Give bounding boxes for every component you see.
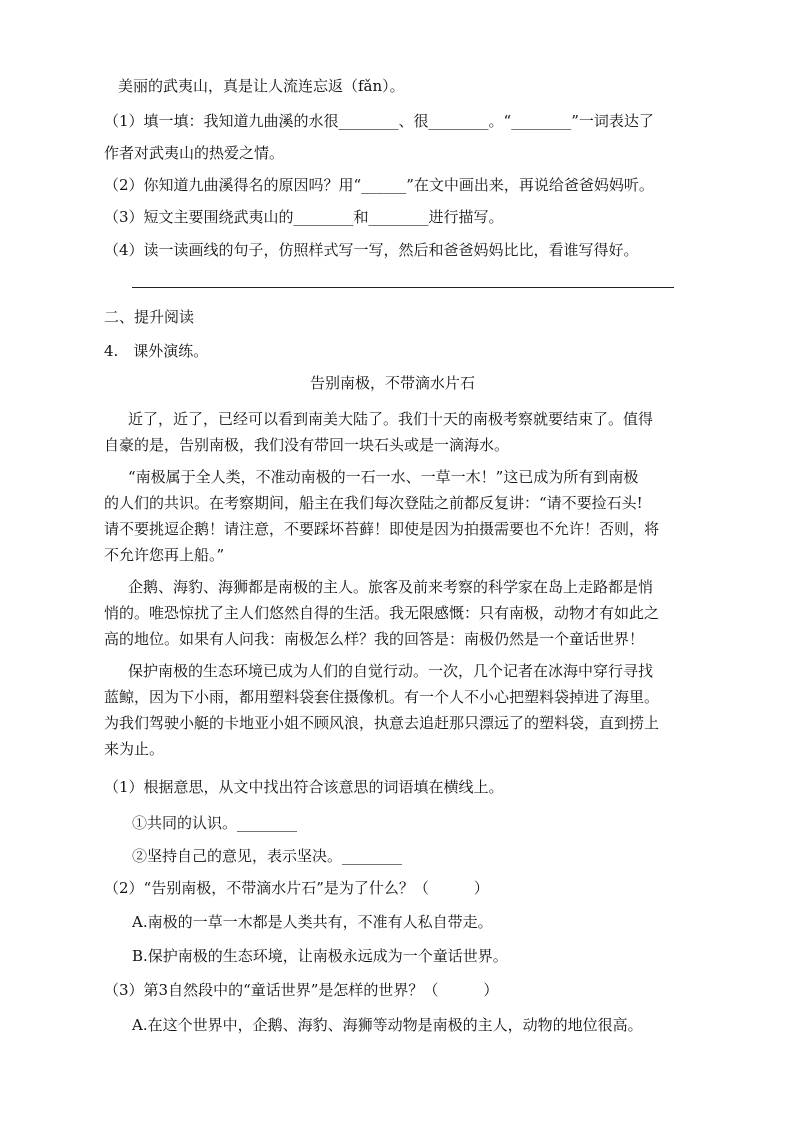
question-number-4: 4. 课外演练。 bbox=[104, 342, 209, 360]
subquestion-3: （3）第3自然段中的“童话世界”是怎样的世界？（ ） bbox=[104, 981, 499, 999]
question-4: （4）读一读画线的句子，仿照样式写一写，然后和爸爸妈妈比比，看谁写得好。 bbox=[104, 241, 639, 259]
subquestion-2: （2）“告别南极，不带滴水片石”是为了什么？（ ） bbox=[104, 879, 489, 897]
subquestion-1-item-b: ②坚持自己的意见，表示坚决。________ bbox=[132, 847, 403, 865]
subquestion-1-item-a: ①共同的认识。________ bbox=[132, 814, 298, 832]
question-1-line-2: 作者对武夷山的热爱之情。 bbox=[104, 144, 285, 162]
subquestion-3-option-a: A.在这个世界中，企鹅、海豹、海狮等动物是南极的主人，动物的地位很高。 bbox=[132, 1016, 643, 1034]
question-1-line-1: （1）填一填：我知道九曲溪的水很________、很________。“________”一词表达了 bbox=[104, 112, 654, 130]
subquestion-2-option-a: A.南极的一草一木都是人类共有，不准有人私自带走。 bbox=[132, 913, 493, 931]
question-2: （2）你知道九曲溪得名的原因吗？用“______”在文中画出来，再说给爸爸妈妈听。 bbox=[104, 176, 654, 194]
article-title: 告别南极，不带滴水片石 bbox=[310, 374, 476, 392]
answer-line bbox=[132, 287, 674, 288]
question-3: （3）短文主要围绕武夷山的________和________进行描写。 bbox=[104, 208, 504, 226]
subquestion-1: （1）根据意思，从文中找出符合该意思的词语填在横线上。 bbox=[104, 778, 504, 796]
section-heading: 二、提升阅读 bbox=[104, 308, 195, 326]
passage-closing-line: 美丽的武夷山，真是让人流连忘返（fǎn）。 bbox=[118, 77, 405, 95]
subquestion-2-option-b: B.保护南极的生态环境，让南极永远成为一个童话世界。 bbox=[132, 947, 508, 965]
